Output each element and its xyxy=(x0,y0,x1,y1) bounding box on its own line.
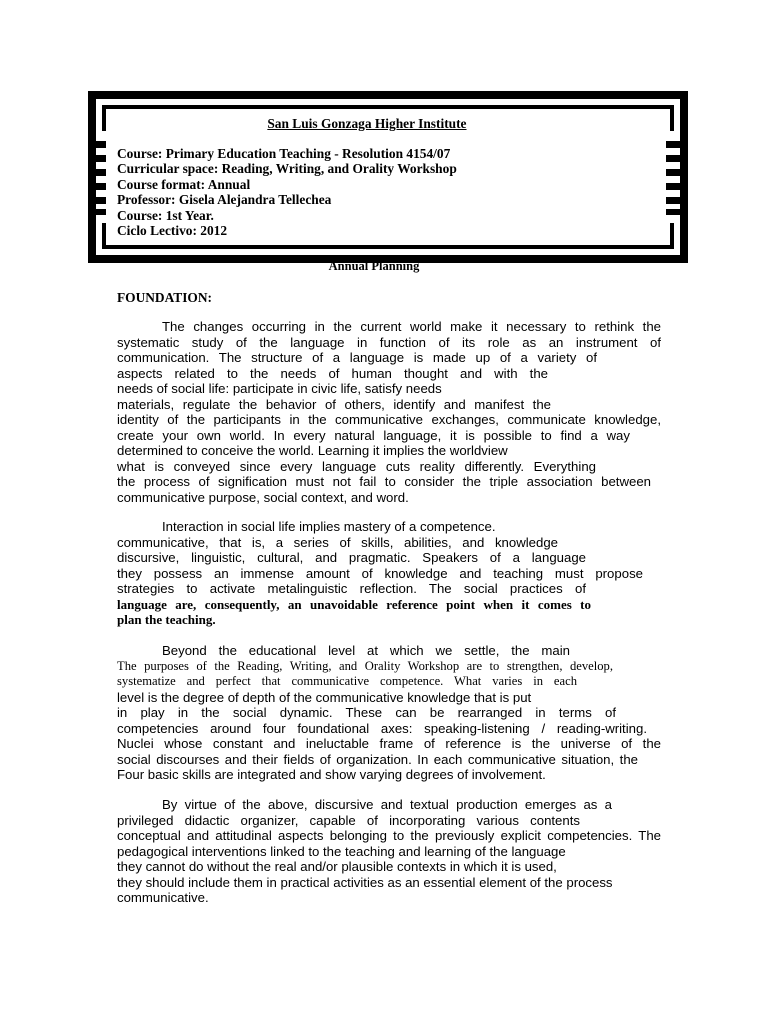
paragraph-line: By virtue of the above, discursive and textual production emerges as a xyxy=(162,797,612,812)
paragraph-line: social discourses and their fields of organization. In each communicative situation, the xyxy=(117,751,638,767)
course-line: Course: Primary Education Teaching - Resolution 4154/07 xyxy=(117,146,451,161)
paragraph-line: competencies around four foundational axes: speaking-listening / reading-writing. xyxy=(117,720,647,736)
paragraph-line: determined to conceive the world. Learning it implies the worldview xyxy=(117,443,508,458)
paragraph-line: systematic study of the language in function of its role as an instrument of xyxy=(117,334,661,350)
paragraph-4 xyxy=(117,797,661,906)
paragraph-line: The purposes of the Reading, Writing, and Orality Workshop are to strengthen, develop, xyxy=(117,658,613,673)
paragraph-line: identity of the participants in the communicative exchanges, communicate knowledge, xyxy=(117,412,661,427)
paragraph-line: the process of signification must not fail to consider the triple association between xyxy=(117,474,651,489)
paragraph-line: pedagogical interventions linked to the teaching and learning of the language xyxy=(117,843,566,859)
paragraph-line: communicative. xyxy=(117,890,209,905)
paragraph-line: in play in the social dynamic. These can be rearranged in terms of xyxy=(117,705,616,720)
paragraph-line: systematize and perfect that communicative competence. What varies in each xyxy=(117,674,577,688)
section-heading: FOUNDATION: xyxy=(117,290,212,305)
paragraph-line: privileged didactic organizer, capable of incorporating various contents xyxy=(117,812,580,828)
paragraph-line: Nuclei whose constant and ineluctable frame of reference is the universe of the xyxy=(117,736,661,751)
paragraph-line: create your own world. In every natural language, it is possible to find a way xyxy=(117,427,630,443)
paragraph-line: they should include them in practical activities as an essential element of the process xyxy=(117,874,613,890)
course-info-block xyxy=(117,116,647,238)
paragraph-line: strategies to activate metalinguistic reflection. The social practices of xyxy=(117,581,586,596)
course-format-line: Course format: Annual xyxy=(117,176,251,192)
paragraph-line: language are, consequently, an unavoidable reference point when it comes to xyxy=(117,596,591,612)
paragraph-line: level is the degree of depth of the communicative knowledge that is put xyxy=(117,689,532,705)
paragraph-line: The changes occurring in the current world make it necessary to rethink the xyxy=(162,319,661,334)
course-year-line: Course: 1st Year. xyxy=(117,207,214,223)
institute-name: San Luis Gonzaga Higher Institute xyxy=(267,116,467,131)
document-title: Annual Planning xyxy=(328,259,420,273)
paragraph-3 xyxy=(117,643,661,783)
paragraph-line: Interaction in social life implies mastery of a competence. xyxy=(162,519,496,534)
curricular-space-line: Curricular space: Reading, Writing, and Orality Workshop xyxy=(117,161,457,177)
paragraph-line: they possess an immense amount of knowledge and teaching must propose xyxy=(117,565,643,581)
paragraph-line: what is conveyed since every language cuts reality differently. Everything xyxy=(117,458,596,474)
paragraph-line: conceptual and attitudinal aspects belonging to the previously explicit competencies. The xyxy=(117,828,661,843)
paragraph-line: Beyond the educational level at which we settle, the main xyxy=(162,643,570,658)
school-year-line: Ciclo Lectivo: 2012 xyxy=(117,223,228,239)
paragraph-line: communication. The structure of a language is made up of a variety of xyxy=(117,350,597,365)
paragraph-line: materials, regulate the behavior of others, identify and manifest the xyxy=(117,396,551,412)
paragraph-2 xyxy=(117,519,661,628)
paragraph-line: communicative, that is, a series of skills, abilities, and knowledge xyxy=(117,534,558,550)
paragraph-line: Four basic skills are integrated and show varying degrees of involvement. xyxy=(117,767,546,782)
paragraph-line: discursive, linguistic, cultural, and pragmatic. Speakers of a language xyxy=(117,550,586,565)
paragraph-line: they cannot do without the real and/or plausible contexts in which it is used, xyxy=(117,859,557,874)
paragraph-line: plan the teaching. xyxy=(117,612,216,627)
paragraph-line: communicative purpose, social context, and word. xyxy=(117,489,409,505)
professor-line: Professor: Gisela Alejandra Tellechea xyxy=(117,192,332,208)
paragraph-line: needs of social life: participate in civic life, satisfy needs xyxy=(117,381,442,396)
paragraph-line: aspects related to the needs of human thought and with the xyxy=(117,365,548,381)
paragraph-1 xyxy=(117,319,661,505)
